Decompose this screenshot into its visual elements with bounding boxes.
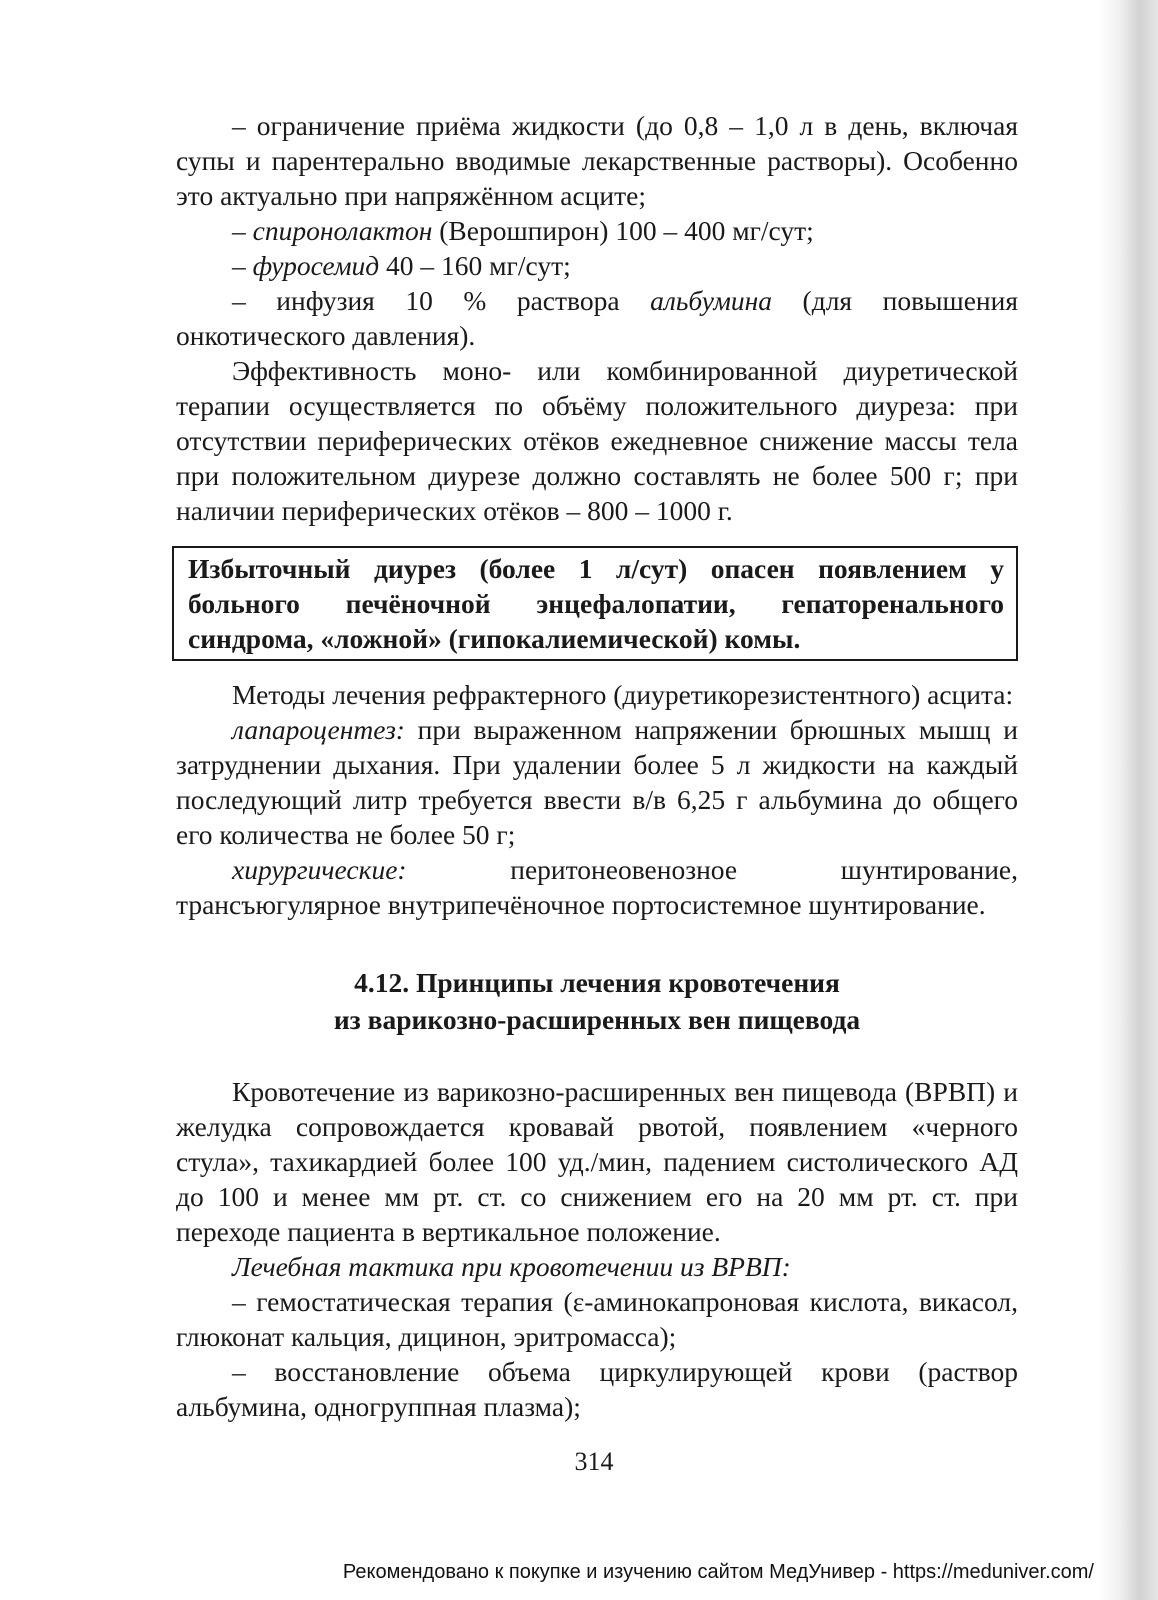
paragraph-tactics-heading: Лечебная тактика при кровотечении из ВРВП: (232, 1251, 791, 1282)
paragraph-hemostatic: – гемостатическая терапия (ε-аминокапроновая кислота, викасол, глюконат кальция, дицинон, эритромасса); (176, 1286, 1018, 1352)
drug-name: альбумина (650, 285, 773, 316)
warning-box: Избыточный диурез (более 1 л/сут) опасен появлением у больного печёночной энцефалопатии, гепаторенального синдрома, «ложной» (гипокалиемической) комы. (172, 546, 1018, 661)
drug-name: фуросемид (252, 250, 380, 281)
paragraph-laparocentesis: лапароцентез: при выраженном напряжении брюшных мышц и затруднении дыхания. При удалении более 5 л жидкости на каждый последующий литр требуется ввести в/в 6,25 г альбумина до общего его количества не более 50 г; (176, 714, 1018, 850)
paragraph-refractory-intro: Методы лечения рефрактерного (диуретикорезистентного) асцита: (232, 679, 1014, 710)
paragraph-albumin: – инфузия 10 % раствора альбумина (для повышения онкотического давления). (176, 285, 1019, 351)
page-gutter-shadow (1098, 0, 1158, 1600)
section-heading-line-1: 4.12. Принципы лечения кровотечения (354, 967, 840, 998)
paragraph-fluid-restriction: – ограничение приёма жидкости (до 0,8 – 1,0 л в день, включая супы и парентерально вводимые лекарственные растворы). Особенно это актуально при напряжённом асците; (176, 110, 1018, 211)
section-heading (176, 964, 1018, 1038)
term: лапароцентез: (232, 714, 405, 745)
paragraph-efficacy: Эффективность моно- или комбинированной диуретической терапии осуществляется по объёму положительного диуреза: при отсутствии периферических отёков ежедневное снижение массы тела при положительном диурезе должно составлять не более 500 г; при наличии периферических отёков – 800 – 1000 г. (176, 355, 1018, 526)
paragraph-spironolactone: – спиронолактон (Верошпирон) 100 – 400 мг/сут; (232, 215, 814, 246)
paragraph-volume-restore: – восстановление объема циркулирующей крови (раствор альбумина, одногруппная плазма); (176, 1356, 1018, 1422)
page-body (176, 108, 1018, 1424)
paragraph-bleeding-description: Кровотечение из варикозно-расширенных вен пищевода (ВРВП) и желудка сопровождается кровавай рвотой, появлением «черного стула», тахикардией более 100 уд./мин, падением систолического АД до 100 и менее мм рт. ст. со снижением его на 20 мм рт. ст. при переходе пациента в вертикальное положение. (176, 1076, 1018, 1247)
term: хирургические: (232, 854, 407, 885)
page-number: 314 (574, 1447, 614, 1476)
footer-recommendation: Рекомендовано к покупке и изучению сайтом МедУнивер - https://meduniver.com/ (342, 1561, 1094, 1583)
drug-name: спиронолактон (252, 215, 433, 246)
section-heading-line-2: из варикозно-расширенных вен пищевода (333, 1004, 861, 1035)
paragraph-furosemide: – фуросемид 40 – 160 мг/сут; (232, 250, 571, 281)
paragraph-surgical: хирургические: перитонеовенозное шунтирование, трансъюгулярное внутрипечёночное портосистемное шунтирование. (176, 854, 1018, 920)
